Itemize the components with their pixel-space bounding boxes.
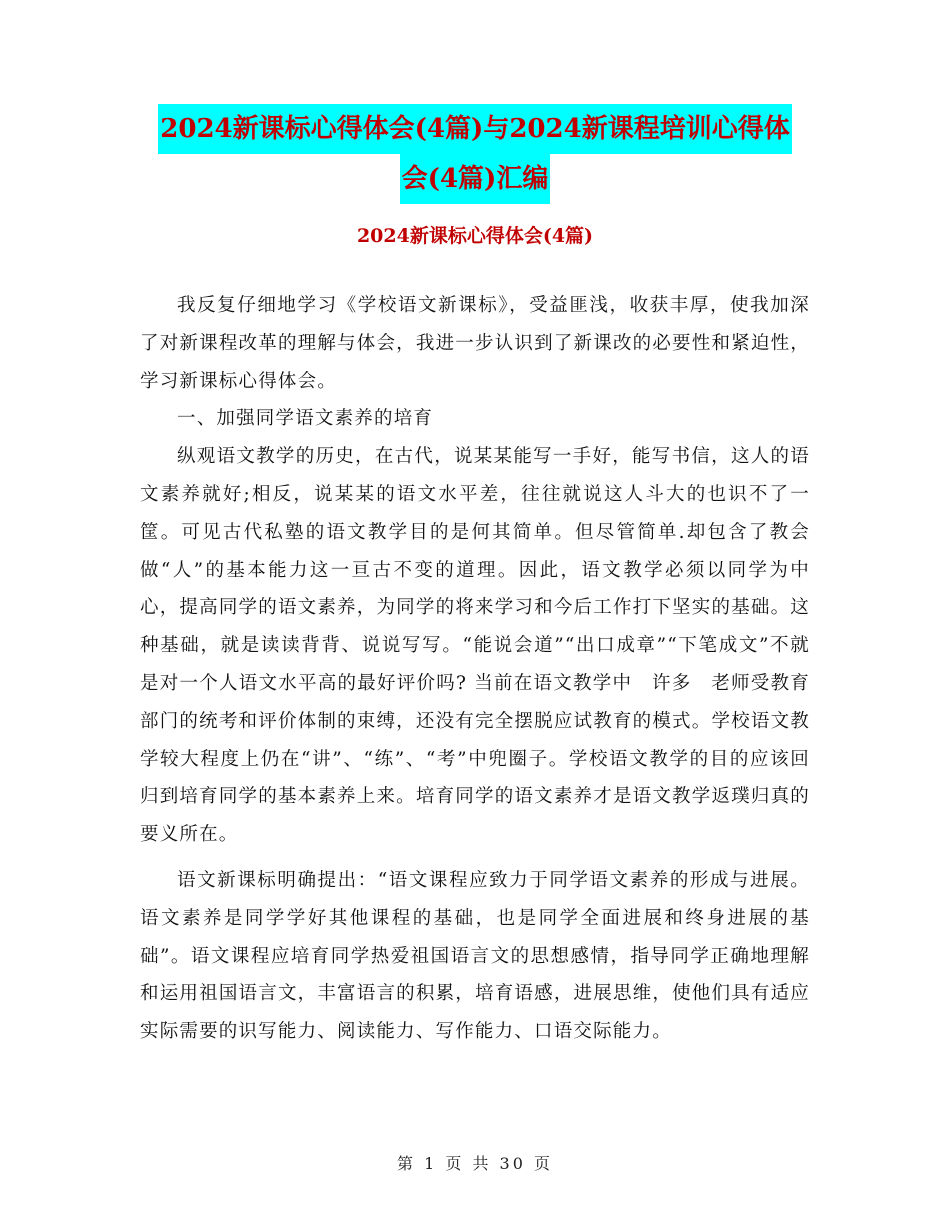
paragraph-intro: 我反复仔细地学习《学校语文新课标》，受益匪浅，收获丰厚，使我加深了对新课程改革的理解与体会，我进一步认识到了新课改的必要性和紧迫性，学习新课标心得体会。 xyxy=(140,295,810,392)
document-title-line-1: 2024新课标心得体会(4篇)与2024新课程培训心得体 xyxy=(158,104,791,154)
document-title xyxy=(140,104,810,204)
paragraph-heading-one: 一、加强同学语文素养的培育 xyxy=(177,408,434,430)
paragraph-history: 纵观语文教学的历史，在古代，说某某能写一手好，能写书信，这人的语文素养就好;相反，说某某的语文水平差，往往就说这人斗大的也识不了一筐。可见古代私塾的语文教学目的是何其简单。但尽管简单.却包含了教会做“人”的基本能力这一亘古不变的道理。因此，语文教学必须以同学为中心，提高同学的语文素养，为同学的将来学习和今后工作打下坚实的基础。这种基础，就是读读背背、说说写写。“能说会道”“出口成章”“下笔成文”不就是对一个人语文水平高的最好评价吗? 当前在语文教学中 许多 老师受教育部门的统考和评价体制的束缚，还没有完全摆脱应试教育的模式。学校语文教学较大程度上仍在“讲”、“练”、“考”中兜圈子。学校语文教学的目的应该回归到培育同学的基本素养上来。培育同学的语文素养才是语文教学返璞归真的要义所在。 xyxy=(140,446,810,846)
page-footer: 第 1 页 共 30 页 xyxy=(397,1154,553,1173)
section-heading: 2024新课标心得体会(4篇) xyxy=(356,225,594,247)
document-title-line-2: 会(4篇)汇编 xyxy=(400,154,551,204)
paragraph-standards: 语文新课标明确提出：“语文课程应致力于同学语文素养的形成与进展。语文素养是同学学好其他课程的基础，也是同学全面进展和终身进展的基础”。语文课程应培育同学热爱祖国语言文的思想感情，指导同学正确地理解和运用祖国语言文，丰富语言的积累，培育语感，进展思维，使他们具有适应实际需要的识写能力、阅读能力、写作能力、口语交际能力。 xyxy=(140,869,810,1043)
document-body xyxy=(140,287,810,1051)
